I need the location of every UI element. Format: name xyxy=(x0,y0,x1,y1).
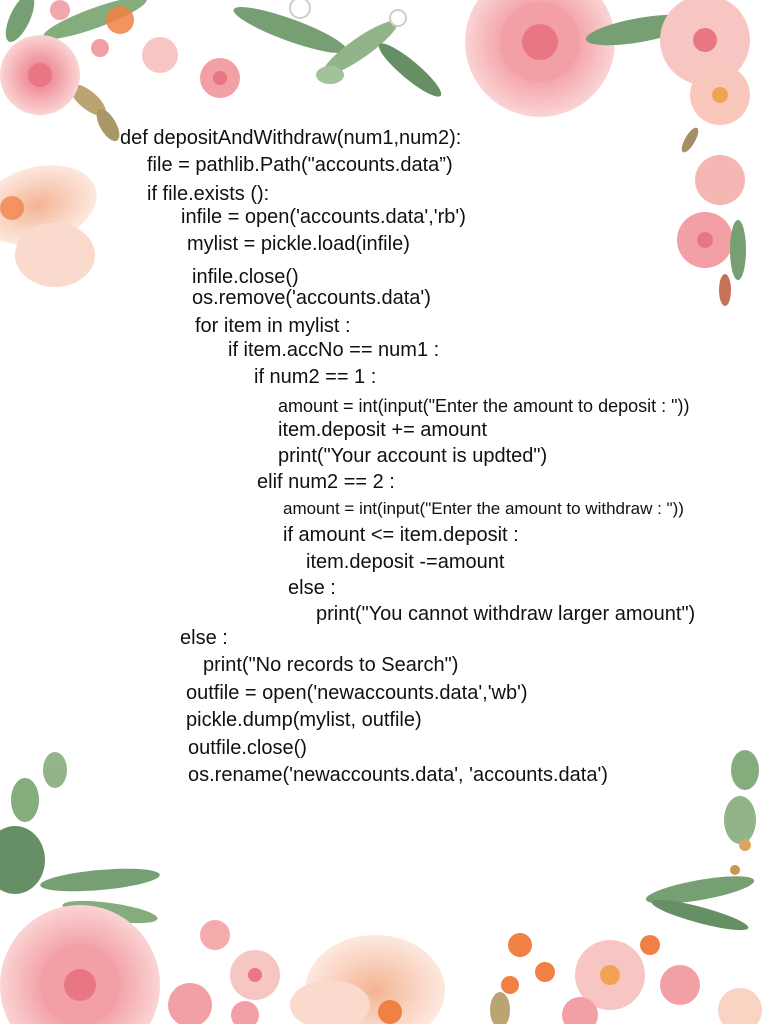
code-line: print("No records to Search") xyxy=(203,654,459,676)
code-line: os.rename('newaccounts.data', 'accounts.data') xyxy=(188,764,608,786)
code-line: else : xyxy=(288,577,336,599)
code-line: for item in mylist : xyxy=(195,315,351,337)
code-line: elif num2 == 2 : xyxy=(257,471,395,493)
code-line: item.deposit += amount xyxy=(278,419,488,441)
code-line: infile = open('accounts.data','rb') xyxy=(181,206,466,228)
code-line: if num2 == 1 : xyxy=(254,366,377,388)
code-line: else : xyxy=(180,627,228,649)
code-line: outfile = open('newaccounts.data','wb') xyxy=(186,682,528,704)
code-line: print("Your account is updted") xyxy=(278,445,548,467)
code-line: item.deposit -=amount xyxy=(306,551,505,573)
code-line: if item.accNo == num1 : xyxy=(228,339,440,361)
code-line: mylist = pickle.load(infile) xyxy=(187,233,410,255)
code-line: amount = int(input("Enter the amount to deposit : ")) xyxy=(278,396,690,416)
code-line: if amount <= item.deposit : xyxy=(283,524,519,546)
code-line: pickle.dump(mylist, outfile) xyxy=(186,709,422,731)
code-line: infile.close() xyxy=(192,266,299,288)
code-line: def depositAndWithdraw(num1,num2): xyxy=(120,127,462,149)
code-line: os.remove('accounts.data') xyxy=(192,287,431,309)
code-line: if file.exists (): xyxy=(147,183,270,205)
code-line: print("You cannot withdraw larger amount") xyxy=(316,603,696,625)
code-line: amount = int(input("Enter the amount to withdraw : ")) xyxy=(283,499,684,518)
code-line: outfile.close() xyxy=(188,737,307,759)
code-line: file = pathlib.Path("accounts.data”) xyxy=(147,154,453,176)
